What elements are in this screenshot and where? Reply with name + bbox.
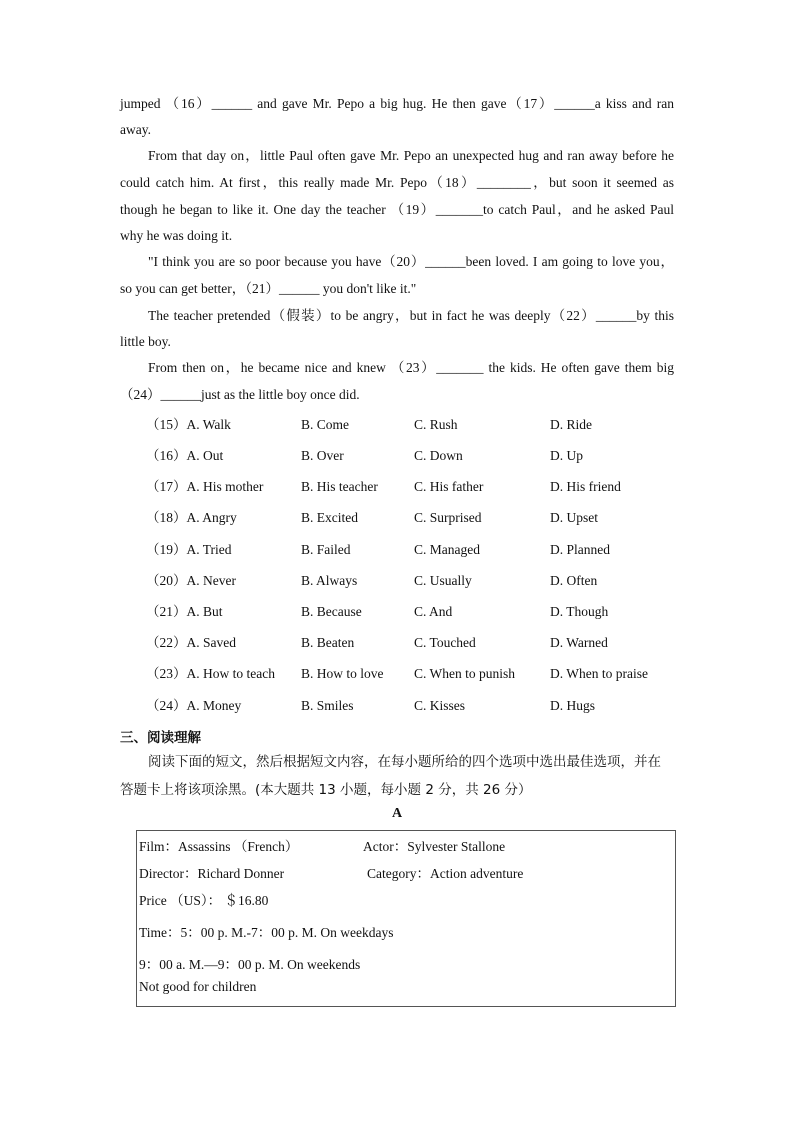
option-a: （22）A. Saved	[146, 635, 236, 650]
option-c: C. His father	[414, 479, 484, 494]
passage-line: though he began to like it. One day the teacher （19）_______to catch Paul，and he asked Paul	[120, 202, 674, 217]
film-info-box	[136, 830, 676, 1007]
option-a: （18）A. Angry	[146, 510, 237, 525]
option-row	[0, 446, 794, 466]
passage-line: （24）______just as the little boy once did.	[120, 387, 360, 402]
passage-line: The teacher pretended（假装）to be angry，but in fact he was deeply（22）______by this	[148, 308, 674, 323]
option-c: C. When to punish	[414, 666, 515, 681]
option-b: B. Always	[301, 573, 358, 588]
film-title: Film：Assassins （French）	[139, 839, 299, 854]
option-a: （19）A. Tried	[146, 542, 232, 557]
option-b: B. Excited	[301, 510, 358, 525]
option-c: C. And	[414, 604, 453, 619]
option-b: B. Over	[301, 448, 344, 463]
option-row	[0, 696, 794, 716]
passage-line: away.	[120, 122, 151, 137]
film-note: Not good for children	[139, 979, 257, 994]
passage-line: little boy.	[120, 334, 171, 349]
option-b: B. How to love	[301, 666, 384, 681]
option-d: D. When to praise	[550, 666, 648, 681]
film-category: Category：Action adventure	[367, 866, 524, 881]
option-row	[0, 664, 794, 684]
option-d: D. Upset	[550, 510, 598, 525]
option-d: D. Hugs	[550, 698, 596, 713]
option-row	[0, 508, 794, 528]
option-d: D. Planned	[550, 542, 610, 557]
passage-line: "I think you are so poor because you have（20）______been loved. I am going to love you，	[148, 254, 674, 269]
option-row	[0, 540, 794, 560]
section-heading: 三、阅读理解	[120, 730, 201, 746]
option-c: C. Touched	[414, 635, 476, 650]
option-d: D. Warned	[550, 635, 608, 650]
option-b: B. Beaten	[301, 635, 355, 650]
part-label: A	[391, 806, 403, 821]
option-c: C. Surprised	[414, 510, 482, 525]
film-actor: Actor：Sylvester Stallone	[363, 839, 506, 854]
passage-line: why he was doing it.	[120, 228, 233, 243]
passage-line: From then on，he became nice and knew （23）_______ the kids. He often gave them big	[148, 360, 674, 375]
option-b: B. Because	[301, 604, 362, 619]
option-a: （16）A. Out	[146, 448, 224, 463]
option-c: C. Down	[414, 448, 463, 463]
option-row	[0, 571, 794, 591]
option-row	[0, 477, 794, 497]
option-d: D. His friend	[550, 479, 621, 494]
option-a: （15）A. Walk	[146, 417, 231, 432]
option-d: D. Up	[550, 448, 583, 463]
passage-line: so you can get better，（21）______ you don't like it."	[120, 281, 417, 296]
passage-line: From that day on，little Paul often gave Mr. Pepo an unexpected hug and ran away before he	[148, 148, 674, 163]
option-d: D. Ride	[550, 417, 592, 432]
option-c: C. Managed	[414, 542, 480, 557]
film-director: Director：Richard Donner	[139, 866, 285, 881]
option-d: D. Often	[550, 573, 598, 588]
option-b: B. His teacher	[301, 479, 378, 494]
instruction-text: 答题卡上将该项涂黑。(本大题共 13 小题，每小题 2 分，共 26 分）	[120, 782, 532, 798]
option-row	[0, 415, 794, 435]
passage-line: jumped （16）______ and gave Mr. Pepo a big hug. He then gave（17）______a kiss and ran	[120, 96, 674, 111]
option-b: B. Failed	[301, 542, 351, 557]
option-b: B. Smiles	[301, 698, 354, 713]
film-time-weekends: 9：00 a. M.—9：00 p. M. On weekends	[139, 957, 361, 972]
option-d: D. Though	[550, 604, 609, 619]
option-b: B. Come	[301, 417, 350, 432]
option-c: C. Usually	[414, 573, 472, 588]
option-row	[0, 602, 794, 622]
option-row	[0, 633, 794, 653]
instruction-text: 阅读下面的短文，然后根据短文内容，在每小题所给的四个选项中选出最佳选项，并在	[148, 754, 661, 770]
option-a: （23）A. How to teach	[146, 666, 275, 681]
option-a: （21）A. But	[146, 604, 223, 619]
option-a: （24）A. Money	[146, 698, 242, 713]
film-time-weekdays: Time：5：00 p. M.-7：00 p. M. On weekdays	[139, 925, 394, 940]
option-a: （17）A. His mother	[146, 479, 264, 494]
passage-line: could catch him. At first，this really made Mr. Pepo（18）________，but soon it seemed as	[120, 175, 674, 190]
option-c: C. Kisses	[414, 698, 466, 713]
film-price: Price （US）： ＄16.80	[139, 893, 269, 908]
option-a: （20）A. Never	[146, 573, 236, 588]
option-c: C. Rush	[414, 417, 458, 432]
